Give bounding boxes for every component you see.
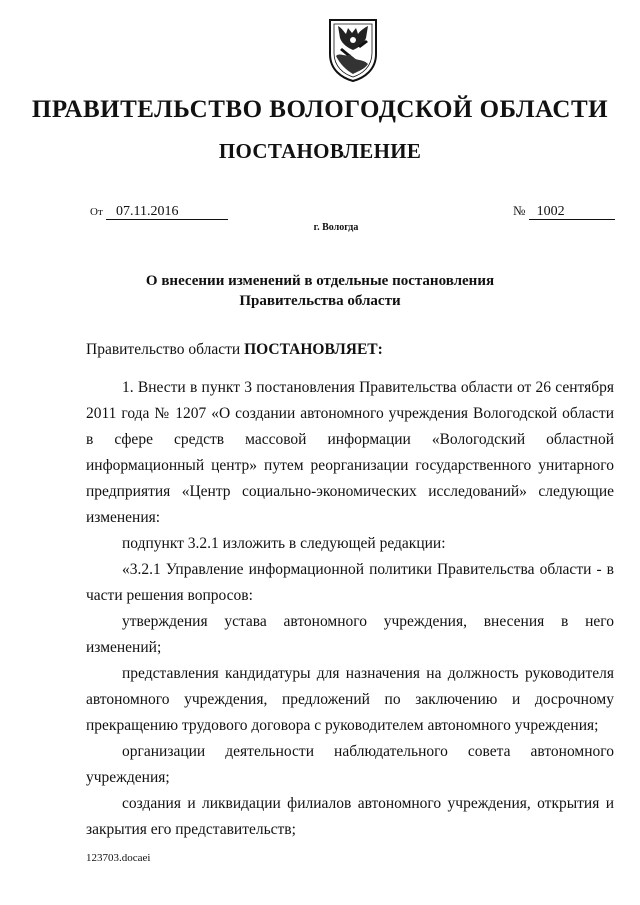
subject-line-1: О внесении изменений в отдельные постановления [145,273,495,289]
number-prefix: № [513,203,526,218]
document-date [90,203,228,220]
preamble-text: Правительство области [86,341,245,358]
city-label: г. Вологда [313,222,359,233]
paragraph: подпункт 3.2.1 изложить в следующей редакции: [122,535,446,552]
document-body [86,375,614,843]
number-value: 1002 [529,204,615,220]
paragraph: организации деятельности наблюдательного совета автономного учреждения; [86,743,614,786]
paragraph: создания и ликвидации филиалов автономного учреждения, открытия и закрытия его представительств; [86,795,614,838]
vologda-coat-of-arms-icon [328,18,378,82]
paragraph: «3.2.1 Управление информационной политики Правительства области - в части решения вопросов: [86,561,614,604]
paragraph: 1. Внести в пункт 3 постановления Правительства области от 26 сентября 2011 года № 1207 «О создании автономного учреждения Вологодской области в сфере средств массовой информации «Вологодский областной информационный центр» путем реорганизации государственного унитарного предприятия «Центр социально-экономических исследований» следующие изменения: [86,379,614,526]
government-title: ПРАВИТЕЛЬСТВО ВОЛОГОДСКОЙ ОБЛАСТИ [31,96,609,123]
preamble [86,337,614,363]
document-number [513,203,615,220]
document-subject [0,271,640,311]
subject-line-2: Правительства области [239,293,401,309]
file-code: 123703.docaei [86,852,151,864]
document-type-title: ПОСТАНОВЛЕНИЕ [218,139,422,163]
date-prefix: От [90,206,103,218]
preamble-decree-word: ПОСТАНОВЛЯЕТ: [244,341,383,358]
paragraph: представления кандидатуры для назначения на должность руководителя автономного учреждения, предложений по заключению и досрочному прекращению трудового договора с руководителем автономного учреждения; [86,665,614,734]
paragraph: утверждения устава автономного учреждения, внесения в него изменений; [86,613,614,656]
date-value: 07.11.2016 [106,204,228,220]
